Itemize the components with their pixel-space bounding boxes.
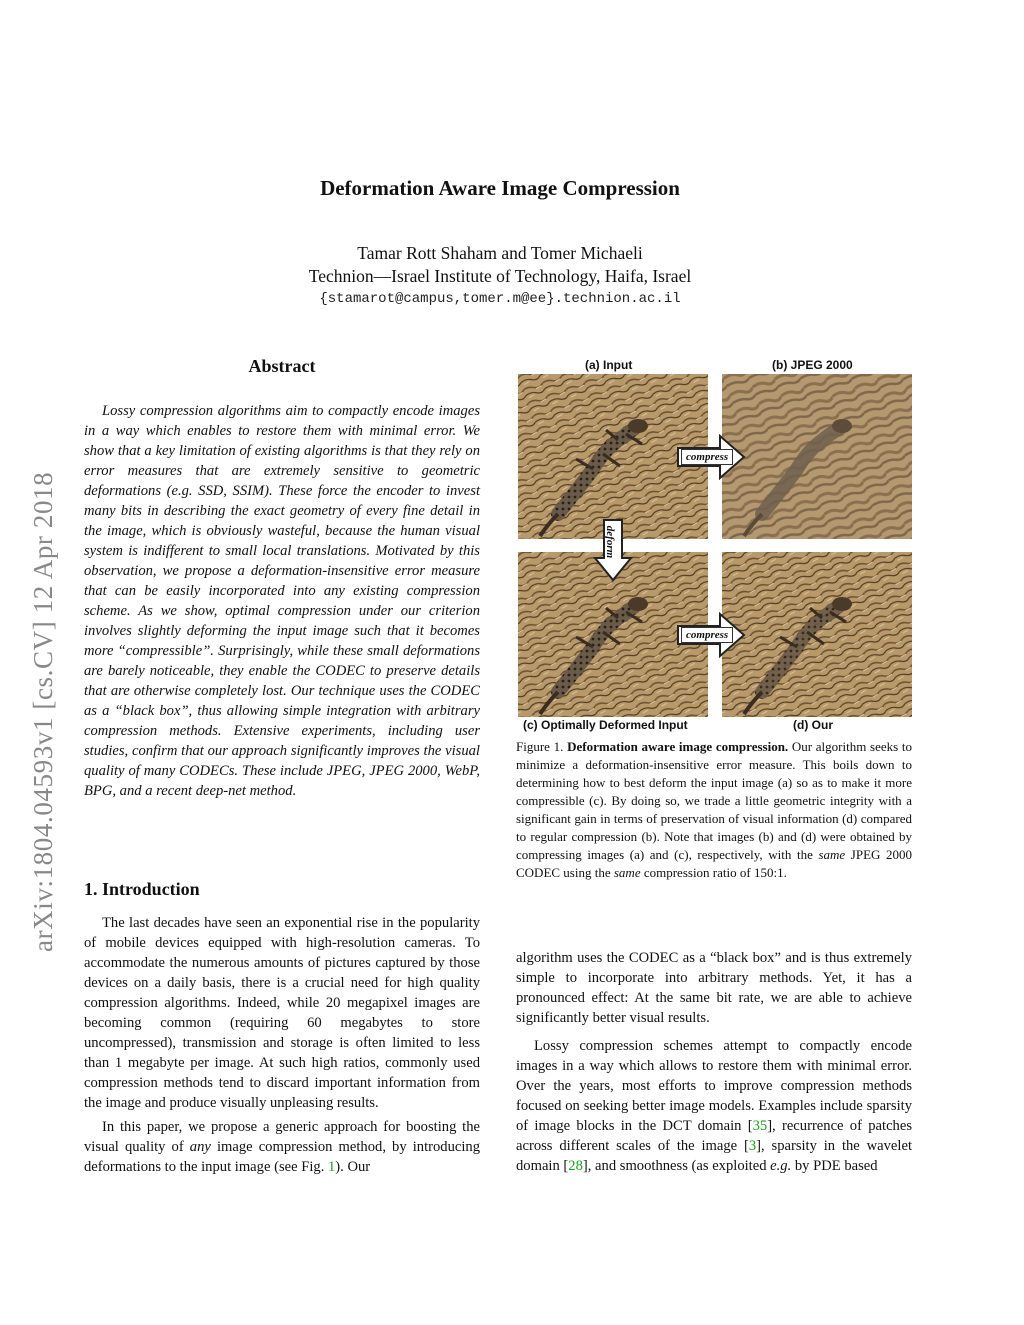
figure-label-b: (b) JPEG 2000	[772, 358, 853, 372]
right-paragraph-1: algorithm uses the CODEC as a “black box” and is thus extremely simple to incorporate into arbitrary methods. Yet, it has a pronounced effect: At the same bit rate, we are able to achieve significantly better visual results.	[516, 950, 912, 1026]
figure-caption: Figure 1. Deformation aware image compression. Our algorithm seeks to minimize a deformation-insensitive error measure. This boils down to determining how to best deform the input image (a) so as to make it more compressible (c). By doing so, we trade a little geometric integrity with a significant gain in terms of preservation of visual information (d) compared to regular compression (b). Note that images (b) and (d) were obtained by compressing images (a) and (c), respectively, with the same JPEG 2000 CODEC using the same compression ratio of 150:1.	[516, 739, 912, 880]
citation-link-3[interactable]: 3	[748, 1138, 757, 1154]
right-column-body	[516, 948, 912, 1184]
author-email: {stamarot@campus,tomer.m@ee}.technion.ac.il	[319, 291, 681, 307]
introduction-body	[84, 913, 480, 1181]
figure-ref-link[interactable]: 1	[328, 1159, 336, 1175]
affiliation: Technion—Israel Institute of Technology, Haifa, Israel	[308, 266, 692, 286]
figure-label-c: (c) Optimally Deformed Input	[523, 718, 688, 732]
image-jpeg2000	[722, 374, 912, 539]
paper-title: Deformation Aware Image Compression	[320, 176, 680, 200]
compress-tag-bottom: compress	[681, 627, 733, 643]
arxiv-stamp	[28, 352, 58, 952]
figure-label-a: (a) Input	[585, 358, 633, 372]
intro-paragraph-1: The last decades have seen an exponential rise in the popularity of mobile devices equipped with high-resolution cameras. To accommodate the numerous amounts of pictures captured by those devices on a daily basis, there is a crucial need for high quality compression algorithms. Indeed, while 20 megapixel images are becoming common (requiring 60 megabytes to store uncompressed), transmission and storage is often limited to less than 1 megabyte per image. At such high ratios, commonly used compression methods tend to discard important information from the image and produce visually unpleasing results.	[84, 915, 480, 1111]
image-our-result	[722, 552, 912, 717]
abstract-text: Lossy compression algorithms aim to compactly encode images in a way which enables to restore them with minimal error. We show that a key limitation of existing algorithms is that they rely on error measures that are extremely sensitive to geometric deformations (e.g. SSD, SSIM). These force the encoder to invest many bits in describing the exact geometry of every fine detail in the image, which is obviously wasteful, because the human visual system is indifferent to small local translations. Motivated by this observation, we propose a deformation-insensitive error measure that can be easily incorporated into any existing compression scheme. As we show, optimal compression under our criterion involves slightly deforming the input image such that it becomes more “compressible”. Surprisingly, while these small deformations are barely noticeable, they enable the CODEC to preserve details that are otherwise completely lost. Our technique uses the CODEC as a “black box”, thus allowing simple integration with arbitrary compression methods. Extensive experiments, including user studies, confirm that our approach significantly improves the visual quality of many CODECs. These include JPEG, JPEG 2000, WebP, BPG, and a recent deep-net method.	[84, 403, 480, 799]
intro-paragraph-2: In this paper, we propose a generic approach for boosting the visual quality of any image compression method, by introducing deformations to the input image (see Fig. 1). Our	[84, 1119, 480, 1175]
deform-tag: deform	[604, 525, 616, 559]
right-paragraph-2: Lossy compression schemes attempt to compactly encode images in a way which allows to restore them with minimal error. Over the years, most efforts to improve compression methods focused on seeking better image models. Examples include sparsity of image blocks in the DCT domain [35], recurrence of patches across different scales of the image [3], sparsity in the wavelet domain [28], and smoothness (as exploited e.g. by PDE based	[516, 1038, 912, 1174]
authors: Tamar Rott Shaham and Tomer Michaeli	[357, 243, 643, 263]
citation-link-28[interactable]: 28	[568, 1158, 583, 1174]
compress-tag-top: compress	[681, 449, 733, 465]
figure-label-d: (d) Our	[793, 718, 833, 732]
section-heading-introduction: 1. Introduction	[84, 879, 200, 899]
citation-link-35[interactable]: 35	[752, 1118, 768, 1134]
arxiv-stamp-text: arXiv:1804.04593v1 [cs.CV] 12 Apr 2018	[28, 471, 58, 952]
author-block	[0, 242, 1000, 288]
abstract-heading: Abstract	[248, 356, 316, 376]
